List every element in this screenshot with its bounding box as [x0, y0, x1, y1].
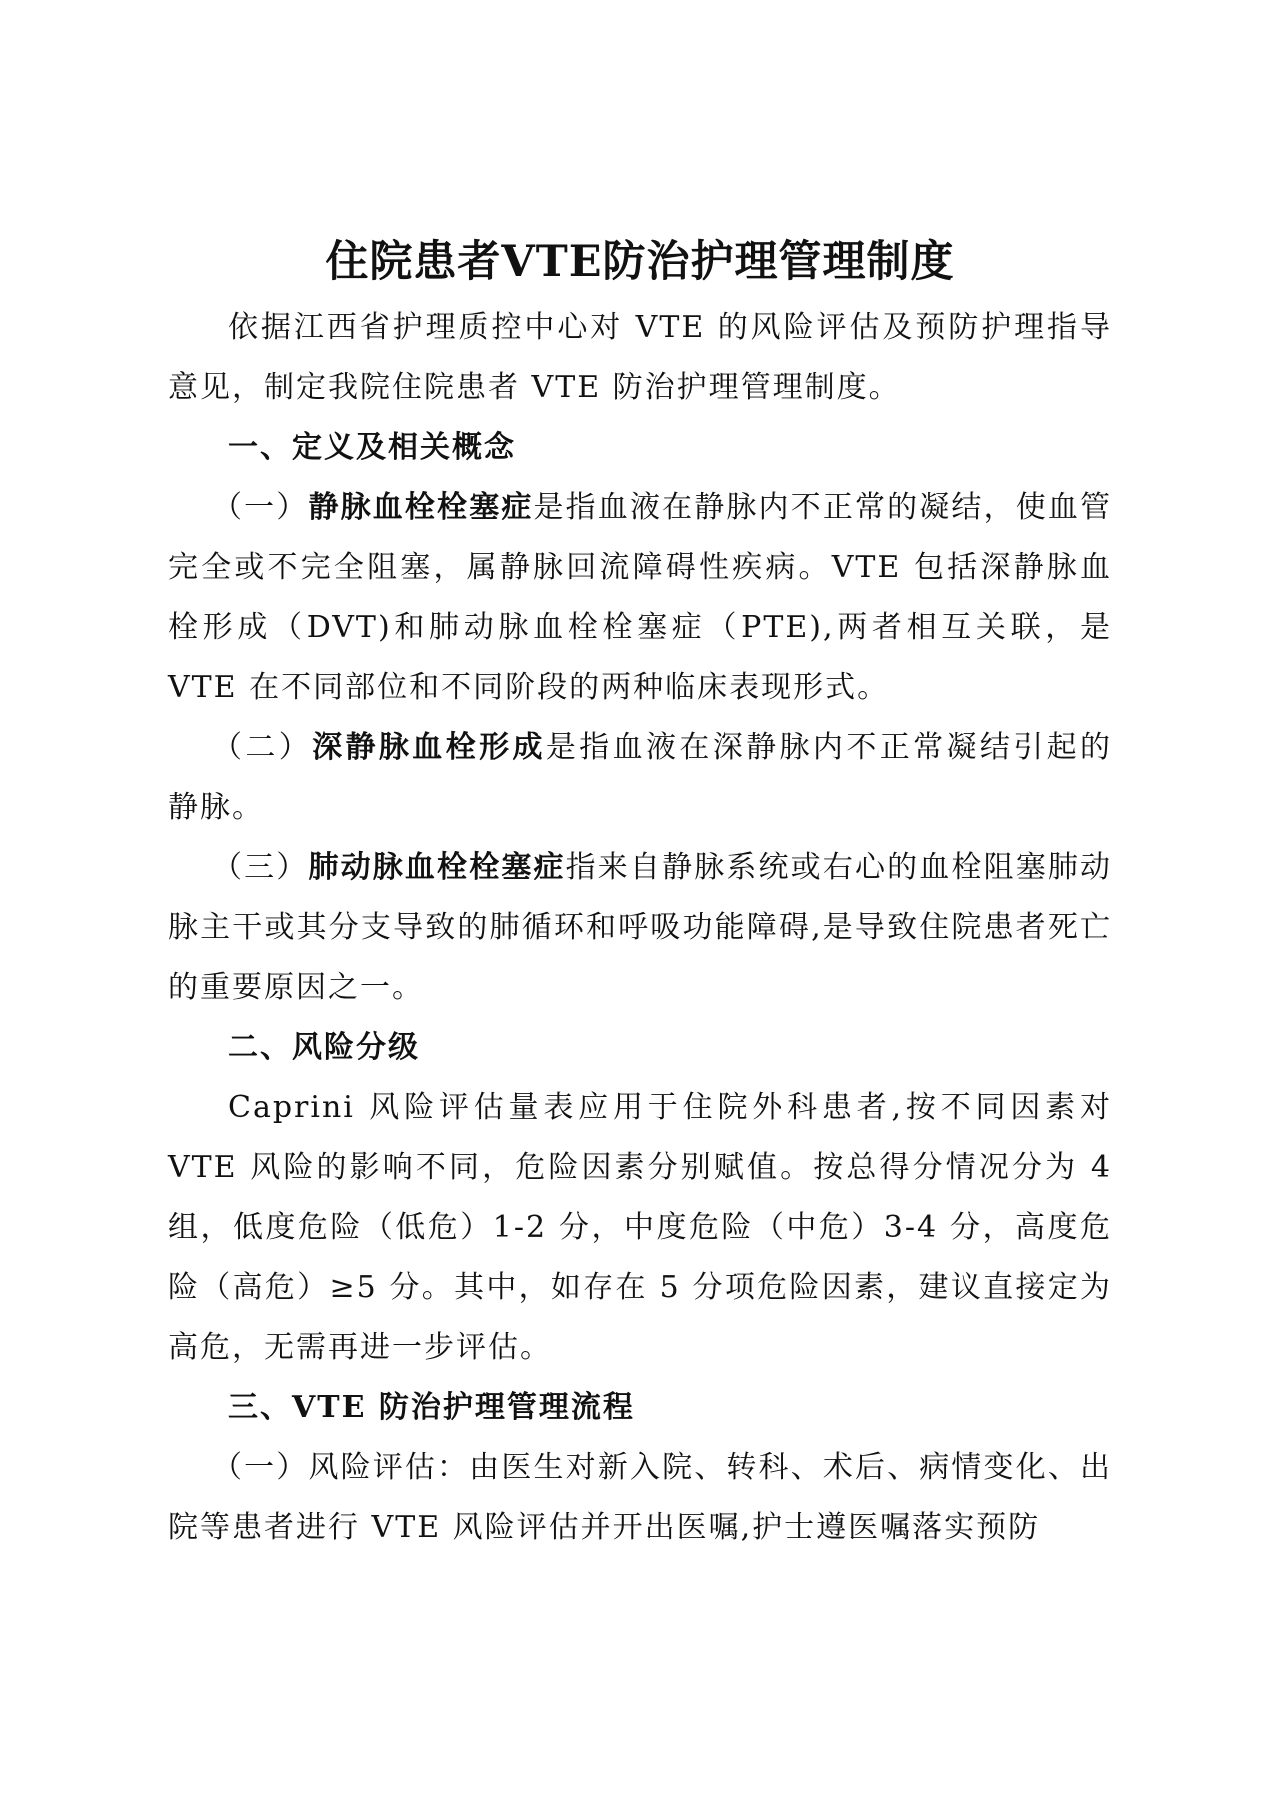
item3-prefix: （三） — [212, 850, 309, 885]
item2-prefix: （二） — [212, 730, 313, 765]
item3-text: 指来自静脉系统或右心的血栓阻塞肺动脉主干或其分支导致的肺循环和呼吸功能障碍,是导致住院患者死亡的重要原因之一。 — [168, 850, 1113, 1005]
section2-paragraph: Caprini 风险评估量表应用于住院外科患者,按不同因素对 VTE 风险的影响不同，危险因素分别赋值。按总得分情况分为 4 组，低度危险（低危）1-2 分，中度危险（中危）3-4 分，高度危险（高危）≥5 分。其中，如存在 5 分项危险因素，建议直接定为高危，无需再进一步评估。 — [168, 1090, 1112, 1365]
item2-term: 深静脉血栓形成 — [312, 730, 546, 765]
section2-heading: 二、风险分级 — [228, 1030, 420, 1065]
item1-term: 静脉血栓栓塞症 — [308, 490, 534, 525]
item3-term: 肺动脉血栓栓塞症 — [308, 850, 566, 885]
item2-text: 是指血液在深静脉内不正常凝结引起的 静脉。 — [168, 730, 1113, 825]
document-title: 住院患者VTE防治护理管理制度 — [325, 237, 955, 287]
section1-item3-paragraph — [168, 838, 1112, 1018]
item1-prefix: （一） — [212, 490, 309, 525]
intro-paragraph: 依据江西省护理质控中心对 VTE 的风险评估及预防护理指导意见，制定我院住院患者 VTE 防治护理管理制度。 — [168, 310, 1112, 405]
item1-text: 是指血液在静脉内不正常的凝结，使血管完全或不完全阻塞，属静脉回流障碍性疾病。VTE 包括深静脉血栓形成（DVT)和肺动脉血栓栓塞症（PTE),两者相互关联，是 VTE 在不同部位和不同阶段的两种临床表现形式。 — [168, 490, 1113, 705]
section1-heading: 一、定义及相关概念 — [228, 430, 516, 465]
section3-heading: 三、VTE 防治护理管理流程 — [228, 1390, 635, 1425]
section3-item1-paragraph: （一）风险评估：由医生对新入院、转科、术后、病情变化、出院等患者进行 VTE 风险评估并开出医嘱,护士遵医嘱落实预防 — [168, 1450, 1112, 1545]
section1-item1-paragraph — [168, 478, 1112, 718]
document-body — [168, 298, 1112, 1558]
section1-item2-paragraph — [168, 718, 1112, 838]
